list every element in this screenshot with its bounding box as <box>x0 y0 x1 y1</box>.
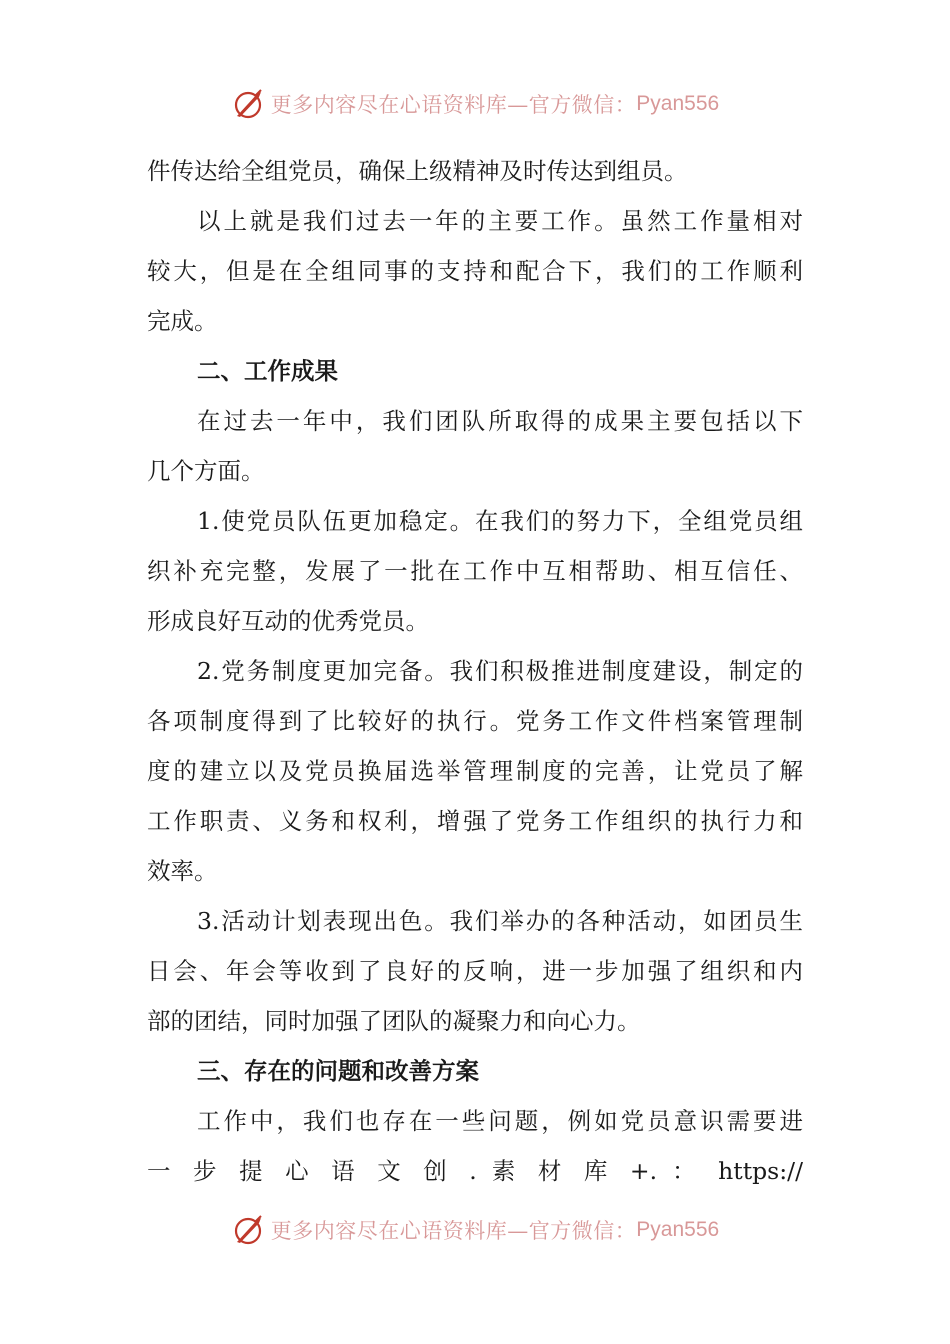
text-line: 1.使党员队伍更加稳定。在我们的努力下，全组党员组 <box>197 507 803 535</box>
text-line: 日会、年会等收到了良好的反响，进一步加强了组织和内 <box>147 957 803 985</box>
text-line: 部的团结，同时加强了团队的凝聚力和向心力。 <box>147 1007 641 1035</box>
text-line: 件传达给全组党员，确保上级精神及时传达到组员。 <box>147 157 688 185</box>
text-line: 3.活动计划表现出色。我们举办的各种活动，如团员生 <box>197 907 803 935</box>
text-line: 几个方面。 <box>147 457 265 485</box>
text-line: 2.党务制度更加完备。我们积极推进制度建设，制定的 <box>197 657 803 685</box>
text-line: 效率。 <box>147 857 218 885</box>
banner-wechat-id: Pyan556 <box>636 1218 720 1241</box>
text-line: 形成良好互动的优秀党员。 <box>147 607 429 635</box>
text-line: 以上就是我们过去一年的主要工作。虽然工作量相对 <box>197 207 803 235</box>
header-watermark-banner <box>0 84 950 124</box>
text-line: 各项制度得到了比较好的执行。党务工作文件档案管理制 <box>147 707 803 735</box>
text-line: 工作职责、义务和权利，增强了党务工作组织的执行力和 <box>147 807 803 835</box>
banner-wechat-id: Pyan556 <box>636 92 720 115</box>
document-body <box>147 146 803 1196</box>
text-line: 在过去一年中，我们团队所取得的成果主要包括以下 <box>197 407 803 435</box>
banner-text: 更多内容尽在心语资料库—官方微信： <box>270 93 637 117</box>
text-line: 一 步 提 心 语 文 创 . 素 材 库 +. ： https:// <box>147 1157 803 1185</box>
text-line: 较大，但是在全组同事的支持和配合下，我们的工作顺利 <box>147 257 803 285</box>
footer-watermark-banner <box>0 1210 950 1250</box>
text-line: 度的建立以及党员换届选举管理制度的完善，让党员了解 <box>147 757 803 785</box>
text-line: 织补充完整，发展了一批在工作中互相帮助、相互信任、 <box>147 557 803 585</box>
banner-text: 更多内容尽在心语资料库—官方微信： <box>270 1219 637 1243</box>
text-line: 完成。 <box>147 307 218 335</box>
section-heading: 二、工作成果 <box>197 357 338 385</box>
quill-pen-logo-icon <box>231 86 267 122</box>
section-heading: 三、存在的问题和改善方案 <box>197 1057 479 1085</box>
quill-pen-logo-icon <box>231 1212 267 1248</box>
text-line: 工作中，我们也存在一些问题，例如党员意识需要进 <box>197 1107 803 1135</box>
